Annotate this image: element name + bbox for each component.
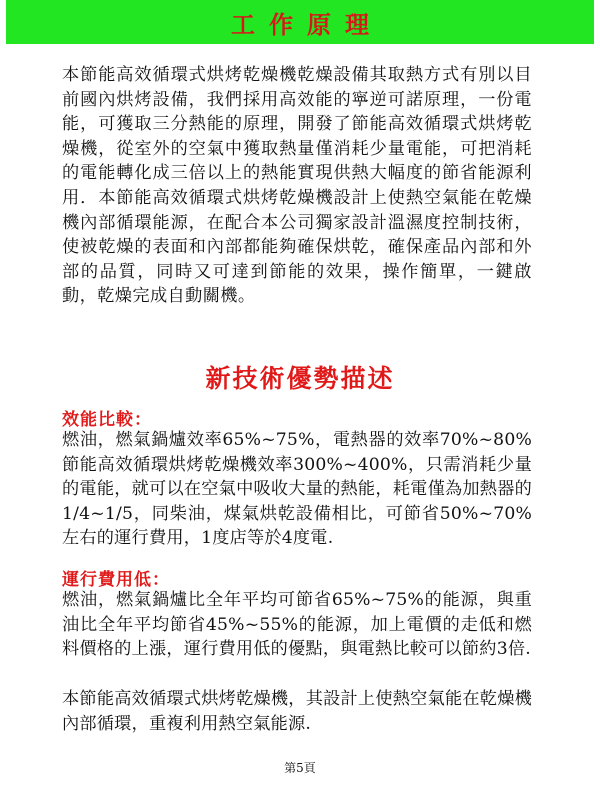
efficiency-paragraph: 燃油，燃氣鍋爐效率65%~75%，電熱器的效率70%~80%節能高效循環烘烤乾燥機效率300%~400%，只需消耗少量的電能，就可以在空氣中吸收大量的熱能，耗電僅為加熱器的1/4~1/5，同柴油，煤氣烘乾設備相比，可節省50%~70%左右的運行費用，1度店等於4度電. — [62, 430, 532, 549]
advantages-title: 新技術優勢描述 — [205, 364, 395, 393]
header-bar — [6, 0, 594, 44]
efficiency-heading: 效能比較： — [62, 410, 152, 430]
page-number: 第5頁 — [284, 761, 316, 775]
intro-paragraph: 本節能高效循環式烘烤乾燥機乾燥設備其取熱方式有別以目前國內烘烤設備，我們採用高效能的寧逆可諾原理，一份電能，可獲取三分熱能的原理，開發了節能高效循環式烘烤乾燥機，從室外的空氣中獲取熱量僅消耗少量電能，可把消耗的電能轉化成三倍以上的熱能實現供熱大幅度的節省能源利用．本節能高效循環式烘烤乾燥機設計上使熱空氣能在乾燥機內部循環能源，在配合本公司獨家設計溫濕度控制技術，使被乾燥的表面和內部都能夠確保烘乾，確保產品內部和外部的品質，同時又可達到節能的效果，操作簡單，一鍵啟動，乾燥完成自動關機。 — [62, 65, 532, 307]
page-title: 工作原理 — [231, 10, 383, 39]
design-paragraph: 本節能高效循環式烘烤乾燥機，其設計上使熱空氣能在乾燥機內部循環，重複利用熱空氣能源. — [62, 689, 532, 734]
cost-heading: 運行費用低： — [62, 570, 170, 590]
cost-paragraph: 燃油，燃氣鍋爐比全年平均可節省65%~75%的能源，與重油比全年平均節省45%~55%的能源，加上電價的走低和燃料價格的上漲，運行費用低的優點，與電熱比較可以節約3倍. — [62, 590, 532, 660]
